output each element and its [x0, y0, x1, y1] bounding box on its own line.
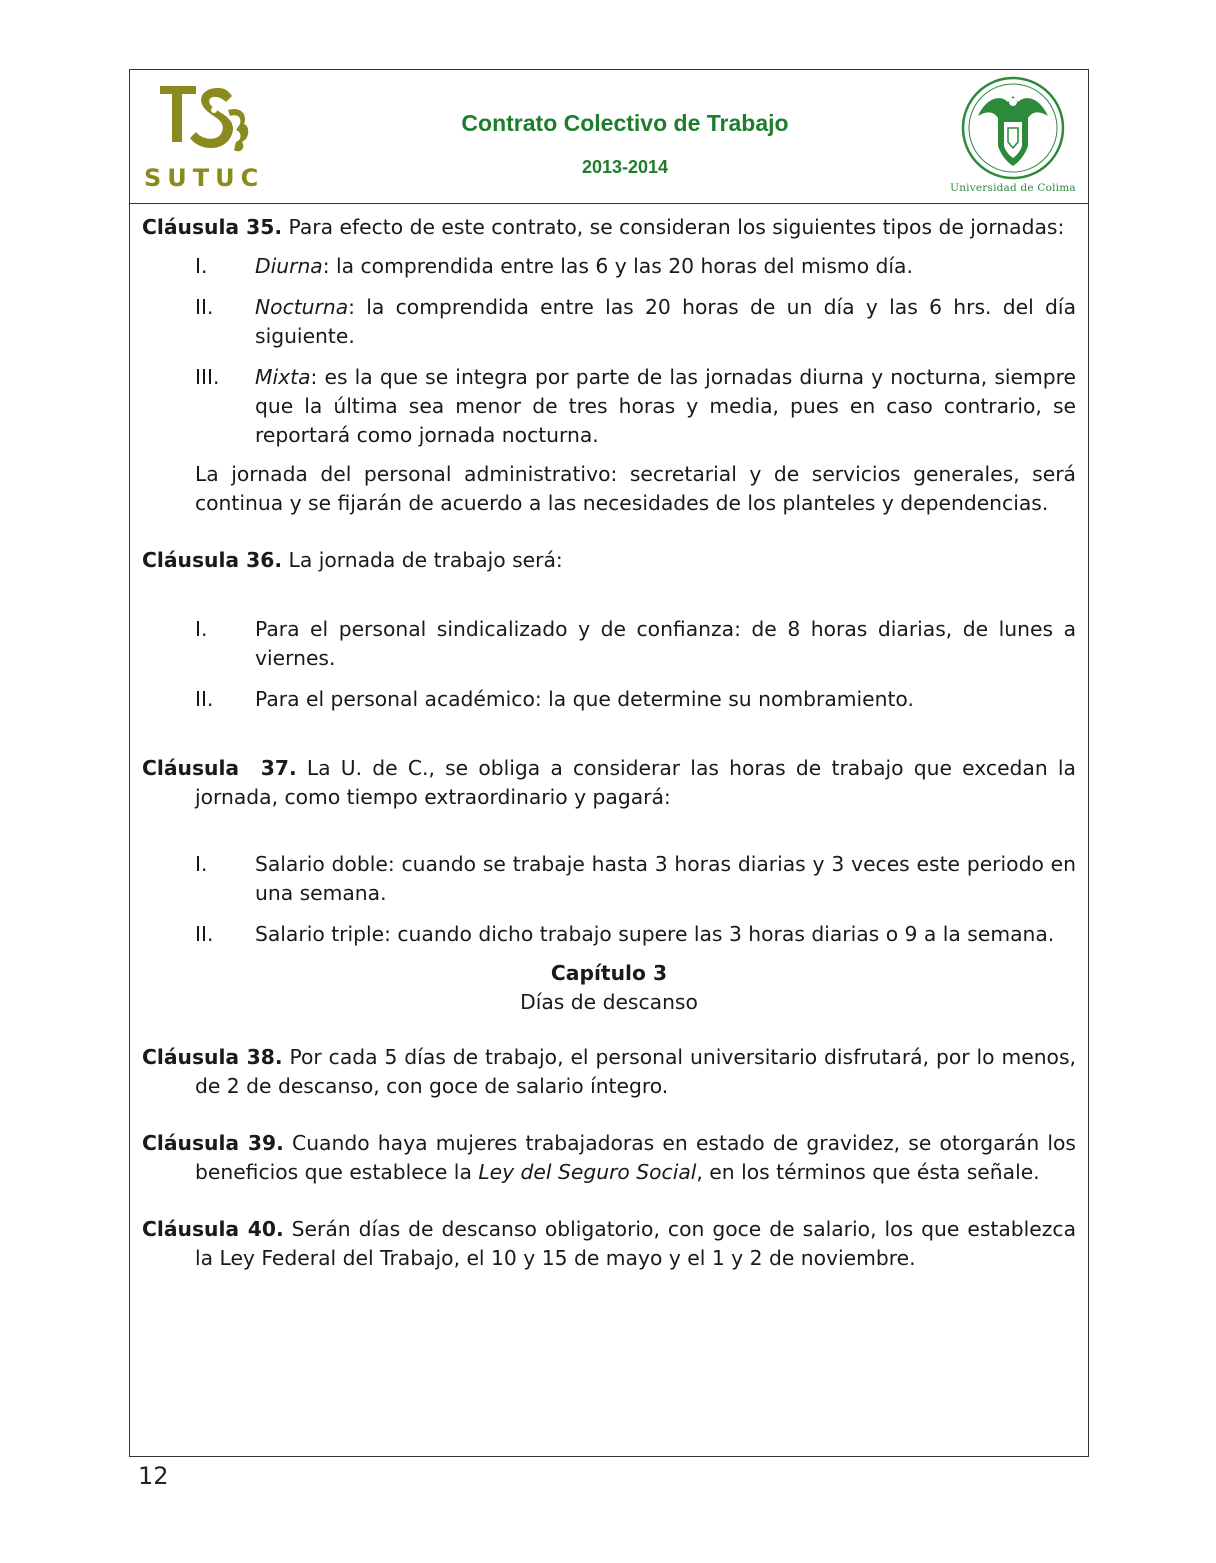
item-number: II. [195, 922, 214, 946]
item-term: Diurna [255, 254, 323, 278]
list-item [142, 615, 1076, 673]
clause-text: Cuando haya mujeres trabajadoras en estado de gravidez, se otorgarán los beneficios que establece la [195, 1131, 1076, 1184]
item-text: : la comprendida entre las 6 y las 20 horas del mismo día. [322, 254, 913, 278]
item-number: I. [195, 254, 208, 278]
document-title: Contrato Colectivo de Trabajo [461, 110, 789, 136]
clause-38 [142, 1043, 1076, 1101]
university-seal-icon [948, 76, 1078, 180]
clause-label: Cláusula 38. [142, 1045, 283, 1069]
document-period: 2013-2014 [581, 157, 669, 177]
clause-text: Por cada 5 días de trabajo, el personal universitario disfrutará, por lo menos, de 2 de descanso, con goce de salario íntegro. [195, 1045, 1076, 1098]
list-item [142, 920, 1076, 949]
clause-36 [142, 546, 1076, 575]
document-body [142, 213, 1076, 1273]
clause-37 [142, 754, 1076, 812]
item-text: Salario doble: cuando se trabaje hasta 3 horas diarias y 3 veces este periodo en una semana. [255, 852, 1076, 905]
clause-label: Cláusula 35. [142, 215, 283, 239]
list-item [142, 850, 1076, 908]
list-item [142, 293, 1076, 351]
item-term: Mixta [255, 365, 311, 389]
item-number: II. [195, 687, 214, 711]
chapter-title-text: Capítulo 3 [550, 961, 668, 985]
item-text: : la comprendida entre las 20 horas de un día y las 6 hrs. del día siguiente. [255, 295, 1076, 348]
chapter-subtitle: Días de descanso [520, 990, 698, 1014]
clause-39 [142, 1129, 1076, 1187]
item-text: Para el personal académico: la que determine su nombramiento. [255, 687, 914, 711]
list-item [142, 685, 1076, 714]
clause-40 [142, 1215, 1076, 1273]
universidad-de-colima-logo [948, 76, 1078, 202]
clause-text: Serán días de descanso obligatorio, con goce de salario, los que establezca la Ley Federal del Trabajo, el 10 y 15 de mayo y el 1 y 2 de noviembre. [195, 1217, 1076, 1270]
clause-label: Cláusula 40. [142, 1217, 284, 1241]
item-text: Salario triple: cuando dicho trabajo supere las 3 horas diarias o 9 a la semana. [255, 922, 1055, 946]
clause-35-note: La jornada del personal administrativo: secretarial y de servicios generales, será continua y se fijarán de acuerdo a las necesidades de los planteles y dependencias. [195, 462, 1076, 515]
item-term: Nocturna [255, 295, 349, 319]
clause-text: La jornada de trabajo será: [282, 548, 563, 572]
sutuc-logo [144, 80, 264, 192]
law-name: Ley del Seguro Social [478, 1160, 697, 1184]
clause-text-end: , en los términos que ésta señale. [696, 1160, 1040, 1184]
page-frame [129, 69, 1089, 1457]
item-number: III. [195, 365, 220, 389]
item-number: I. [195, 617, 208, 641]
page-number: 12 [138, 1462, 169, 1490]
document-header [130, 70, 1088, 204]
clause-label: Cláusula 37. [142, 756, 297, 780]
list-item [142, 252, 1076, 281]
university-name: Universidad de Colima [950, 182, 1076, 194]
item-text: : es la que se integra por parte de las jornadas diurna y nocturna, siempre que la última sea menor de tres horas y media, pues en caso contrario, se reportará como jornada nocturna. [255, 365, 1076, 447]
item-text: Para el personal sindicalizado y de confianza: de 8 horas diarias, de lunes a viernes. [255, 617, 1076, 670]
chapter-title [142, 959, 1076, 988]
clause-text: La U. de C., se obliga a considerar las horas de trabajo que excedan la jornada, como tiempo extraordinario y pagará: [195, 756, 1076, 809]
item-number: II. [195, 295, 214, 319]
item-number: I. [195, 852, 208, 876]
sutuc-emblem-icon [156, 80, 252, 160]
clause-label: Cláusula 39. [142, 1131, 284, 1155]
sutuc-wordmark: SUTUC [144, 164, 265, 192]
clause-35 [142, 213, 1076, 242]
list-item [142, 363, 1076, 450]
clause-text: Para efecto de este contrato, se consideran los siguientes tipos de jornadas: [282, 215, 1065, 239]
clause-label: Cláusula 36. [142, 548, 283, 572]
